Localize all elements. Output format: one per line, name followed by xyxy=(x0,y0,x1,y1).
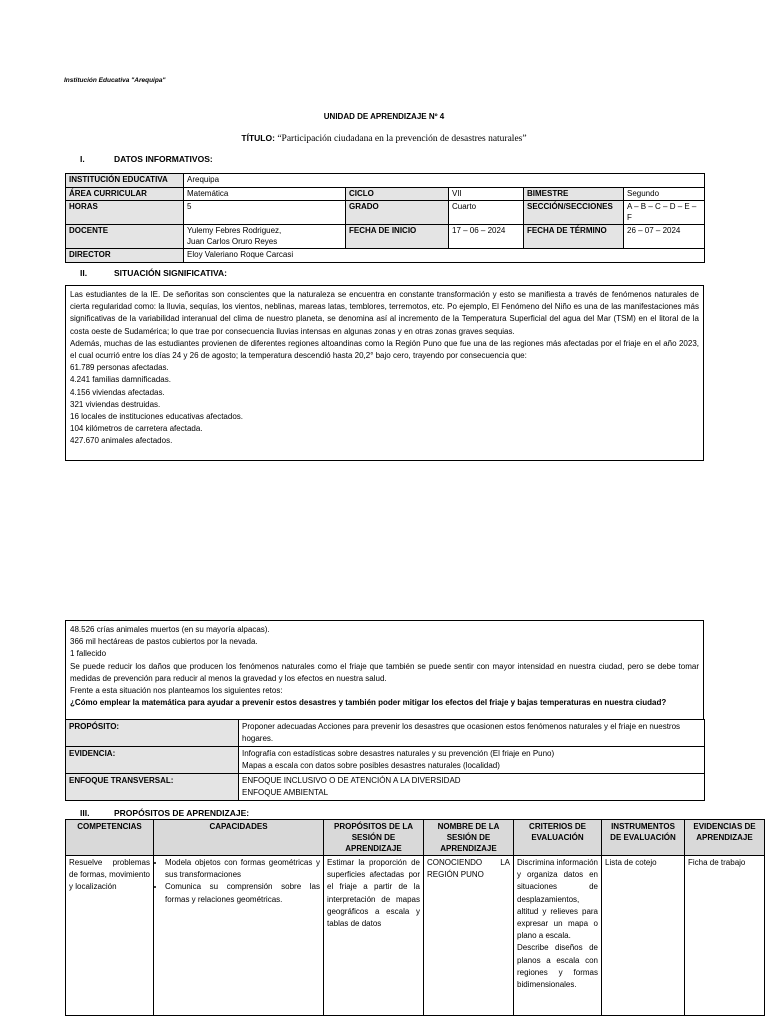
list-item: 427.670 animales afectados. xyxy=(70,436,173,446)
list-item: 366 mil hectáreas de pastos cubiertos por la nevada. xyxy=(70,637,258,647)
list-item: 16 locales de instituciones educativas afectados. xyxy=(70,412,243,422)
cell-competencia: Resuelve problemas de formas, movimiento y localización xyxy=(66,856,154,1016)
unit-title: UNIDAD DE APRENDIZAJE Nº 4 xyxy=(323,112,445,121)
inicio-value: 17 – 06 – 2024 xyxy=(449,225,524,249)
inst-value: Arequipa xyxy=(184,174,705,188)
docente-name-2: Juan Carlos Oruro Reyes xyxy=(187,236,278,246)
list-item: 104 kilómetros de carretera afectada. xyxy=(70,424,203,434)
section-1-heading xyxy=(80,154,213,164)
header-nombre: NOMBRE DE LA SESIÓN DE APRENDIZAJE xyxy=(424,820,514,856)
bimestre-label: BIMESTRE xyxy=(524,187,624,201)
situacion-paragraph-2: Además, muchas de las estudiantes provienen de diferentes regiones altoandinas como la Región Puno que fue una de las regiones más afectadas por el friaje en el año 2023, el cual ocurrió entre los días 24 y 26 de agosto; la temperatura descendió hasta 20,2° bajo cero, trayendo por consecuencia que: xyxy=(70,338,699,361)
title-label: TÍTULO: xyxy=(241,133,275,143)
cell-nombre: CONOCIENDO LA REGIÓN PUNO xyxy=(424,856,514,1016)
table-row xyxy=(66,747,705,774)
grado-value: Cuarto xyxy=(449,201,524,225)
situacion-paragraph-3: Se puede reducir los daños que producen los fenómenos naturales como el friaje que también se puede sentir con mayor intensidad en nuestra ciudad, pero se debe tomar medidas de prevención para reducir al menos la gravedad y los efectos en nuestra salud. xyxy=(70,661,699,683)
ciclo-label: CICLO xyxy=(346,187,449,201)
cell-evidencia: Ficha de trabajo xyxy=(685,856,765,1016)
docente-value xyxy=(184,225,346,249)
seccion-label: SECCIÓN/SECCIONES xyxy=(524,201,624,225)
document-title xyxy=(0,133,768,144)
table-row xyxy=(66,201,705,225)
header-instrumentos: INSTRUMENTOS DE EVALUACIÓN xyxy=(602,820,685,856)
enfoque-value xyxy=(239,774,705,801)
table-header-row xyxy=(66,820,765,856)
section-2-heading xyxy=(80,268,227,278)
cell-criterios xyxy=(514,856,602,1016)
termino-label: FECHA DE TÉRMINO xyxy=(524,225,624,249)
proposito-value: Proponer adecuadas Acciones para prevenir los desastres que ocasionen estos fenómenos naturales y el friaje en nuestros hogares. xyxy=(239,720,705,747)
proposito-label: PROPÓSITO: xyxy=(66,720,239,747)
section-3-heading xyxy=(80,808,249,818)
capacidad-item: • Modela objetos con formas geométricas y sus transformaciones xyxy=(165,857,320,881)
list-item: 321 viviendas destruidas. xyxy=(70,399,161,409)
cell-proposito: Estimar la proporción de superficies afectadas por el friaje a partir de la interpretación de mapas geográficos a escala y tablas de datos xyxy=(324,856,424,1016)
title-value: “Participación ciudadana en la prevención de desastres naturales” xyxy=(277,134,527,144)
proposito-table xyxy=(65,719,705,801)
grado-label: GRADO xyxy=(346,201,449,225)
list-item: 48.526 crías animales muertos (en su mayoría alpacas). xyxy=(70,625,270,634)
area-label: ÁREA CURRICULAR xyxy=(66,187,184,201)
header-propositos: PROPÓSITOS DE LA SESIÓN DE APRENDIZAJE xyxy=(324,820,424,856)
table-row xyxy=(66,187,705,201)
horas-label: HORAS xyxy=(66,201,184,225)
list-item: 61.789 personas afectadas. xyxy=(70,363,169,373)
director-value: Eloy Valeriano Roque Carcasi xyxy=(184,249,705,263)
table-row xyxy=(66,174,705,188)
institution-header: Institución Educativa "Arequipa" xyxy=(64,77,166,84)
cell-capacidades xyxy=(154,856,324,1016)
criterio-item: Discrimina información y organiza datos en situaciones de desplazamientos, altitud y relieves para expresar un mapa o plano a escala. xyxy=(517,858,598,941)
evidencia-item: Infografía con estadísticas sobre desastres naturales y su prevención (El friaje en Puno) xyxy=(242,749,555,758)
list-item: 1 fallecido xyxy=(70,649,107,659)
criterio-item: Describe diseños de planos a escala con regiones y formas bidimensionales. xyxy=(517,943,598,990)
section-1-number: I. xyxy=(80,154,85,164)
situacion-box xyxy=(65,285,704,461)
header-criterios: CRITERIOS DE EVALUACIÓN xyxy=(514,820,602,856)
seccion-value: A – B – C – D – E – F xyxy=(624,201,705,225)
situacion-paragraph-1: Las estudiantes de la IE. De señoritas son conscientes que la naturaleza se encuentra en constante transformación y esto se manifiesta a través de fenómenos naturales de cierta regularidad como: la lluvia, sequías, los vientos, neblinas, mareas latas, temblores, terremotos, etc. Po ejemplo, El Fenómeno del Niño es una de las manifestaciones más significativas de la variabilidad interanual del clima de nuestro planeta, se denomina así al incremento de la Temperatura Superficial del agua del Mar (TSM) en el litoral de la costa oeste de Sudamérica; lo que trae por consecuencia lluvias intensas en algunas zonas y en otras zonas graves sequias. xyxy=(70,290,699,336)
evidencia-value xyxy=(239,747,705,774)
header-capacidades: CAPACIDADES xyxy=(154,820,324,856)
section-3-number: III. xyxy=(80,808,90,818)
bimestre-value: Segundo xyxy=(624,187,705,201)
enfoque-label: ENFOQUE TRANSVERSAL: xyxy=(66,774,239,801)
datos-table xyxy=(65,173,705,263)
situacion-continuation-box xyxy=(65,620,704,720)
docente-name-1: Yulemy Febres Rodriguez, xyxy=(187,226,282,235)
list-item: 4.241 familias damnificadas. xyxy=(70,375,171,385)
capacidad-item: • Comunica su comprensión sobre las formas y relaciones geométricas. xyxy=(165,881,320,905)
enfoque-item: ENFOQUE INCLUSIVO O DE ATENCIÓN A LA DIVERSIDAD xyxy=(242,776,461,785)
table-row xyxy=(66,774,705,801)
termino-value: 26 – 07 – 2024 xyxy=(624,225,705,249)
table-row xyxy=(66,720,705,747)
cell-instrumento: Lista de cotejo xyxy=(602,856,685,1016)
evidencia-item: Mapas a escala con datos sobre posibles desastres naturales (localidad) xyxy=(242,761,500,770)
header-evidencias: EVIDENCIAS DE APRENDIZAJE xyxy=(685,820,765,856)
table-row xyxy=(66,249,705,263)
docente-label: DOCENTE xyxy=(66,225,184,249)
table-row xyxy=(66,225,705,249)
list-item: 4.156 viviendas afectadas. xyxy=(70,387,165,397)
ciclo-value: VII xyxy=(449,187,524,201)
header-competencias: COMPETENCIAS xyxy=(66,820,154,856)
table-row xyxy=(66,856,765,1016)
inst-label: INSTITUCIÓN EDUCATIVA xyxy=(66,174,184,188)
section-1-title: DATOS INFORMATIVOS: xyxy=(114,154,213,164)
area-value: Matemática xyxy=(184,187,346,201)
section-2-number: II. xyxy=(80,268,88,278)
section-3-title: PROPÓSITOS DE APRENDIZAJE: xyxy=(114,808,250,818)
section-2-title: SITUACIÓN SIGNIFICATIVA: xyxy=(114,268,228,278)
director-label: DIRECTOR xyxy=(66,249,184,263)
inicio-label: FECHA DE INICIO xyxy=(346,225,449,249)
evidencia-label: EVIDENCIA: xyxy=(66,747,239,774)
enfoque-item: ENFOQUE AMBIENTAL xyxy=(242,788,329,797)
horas-value: 5 xyxy=(184,201,346,225)
situacion-paragraph-4: Frente a esta situación nos planteamos los siguientes retos: xyxy=(70,686,283,696)
challenge-question: ¿Cómo emplear la matemática para ayudar a prevenir estos desastres y también poder mitigar los efectos del friaje y bajas temperaturas en nuestra ciudad? xyxy=(70,698,667,708)
propositos-table xyxy=(65,819,765,1016)
